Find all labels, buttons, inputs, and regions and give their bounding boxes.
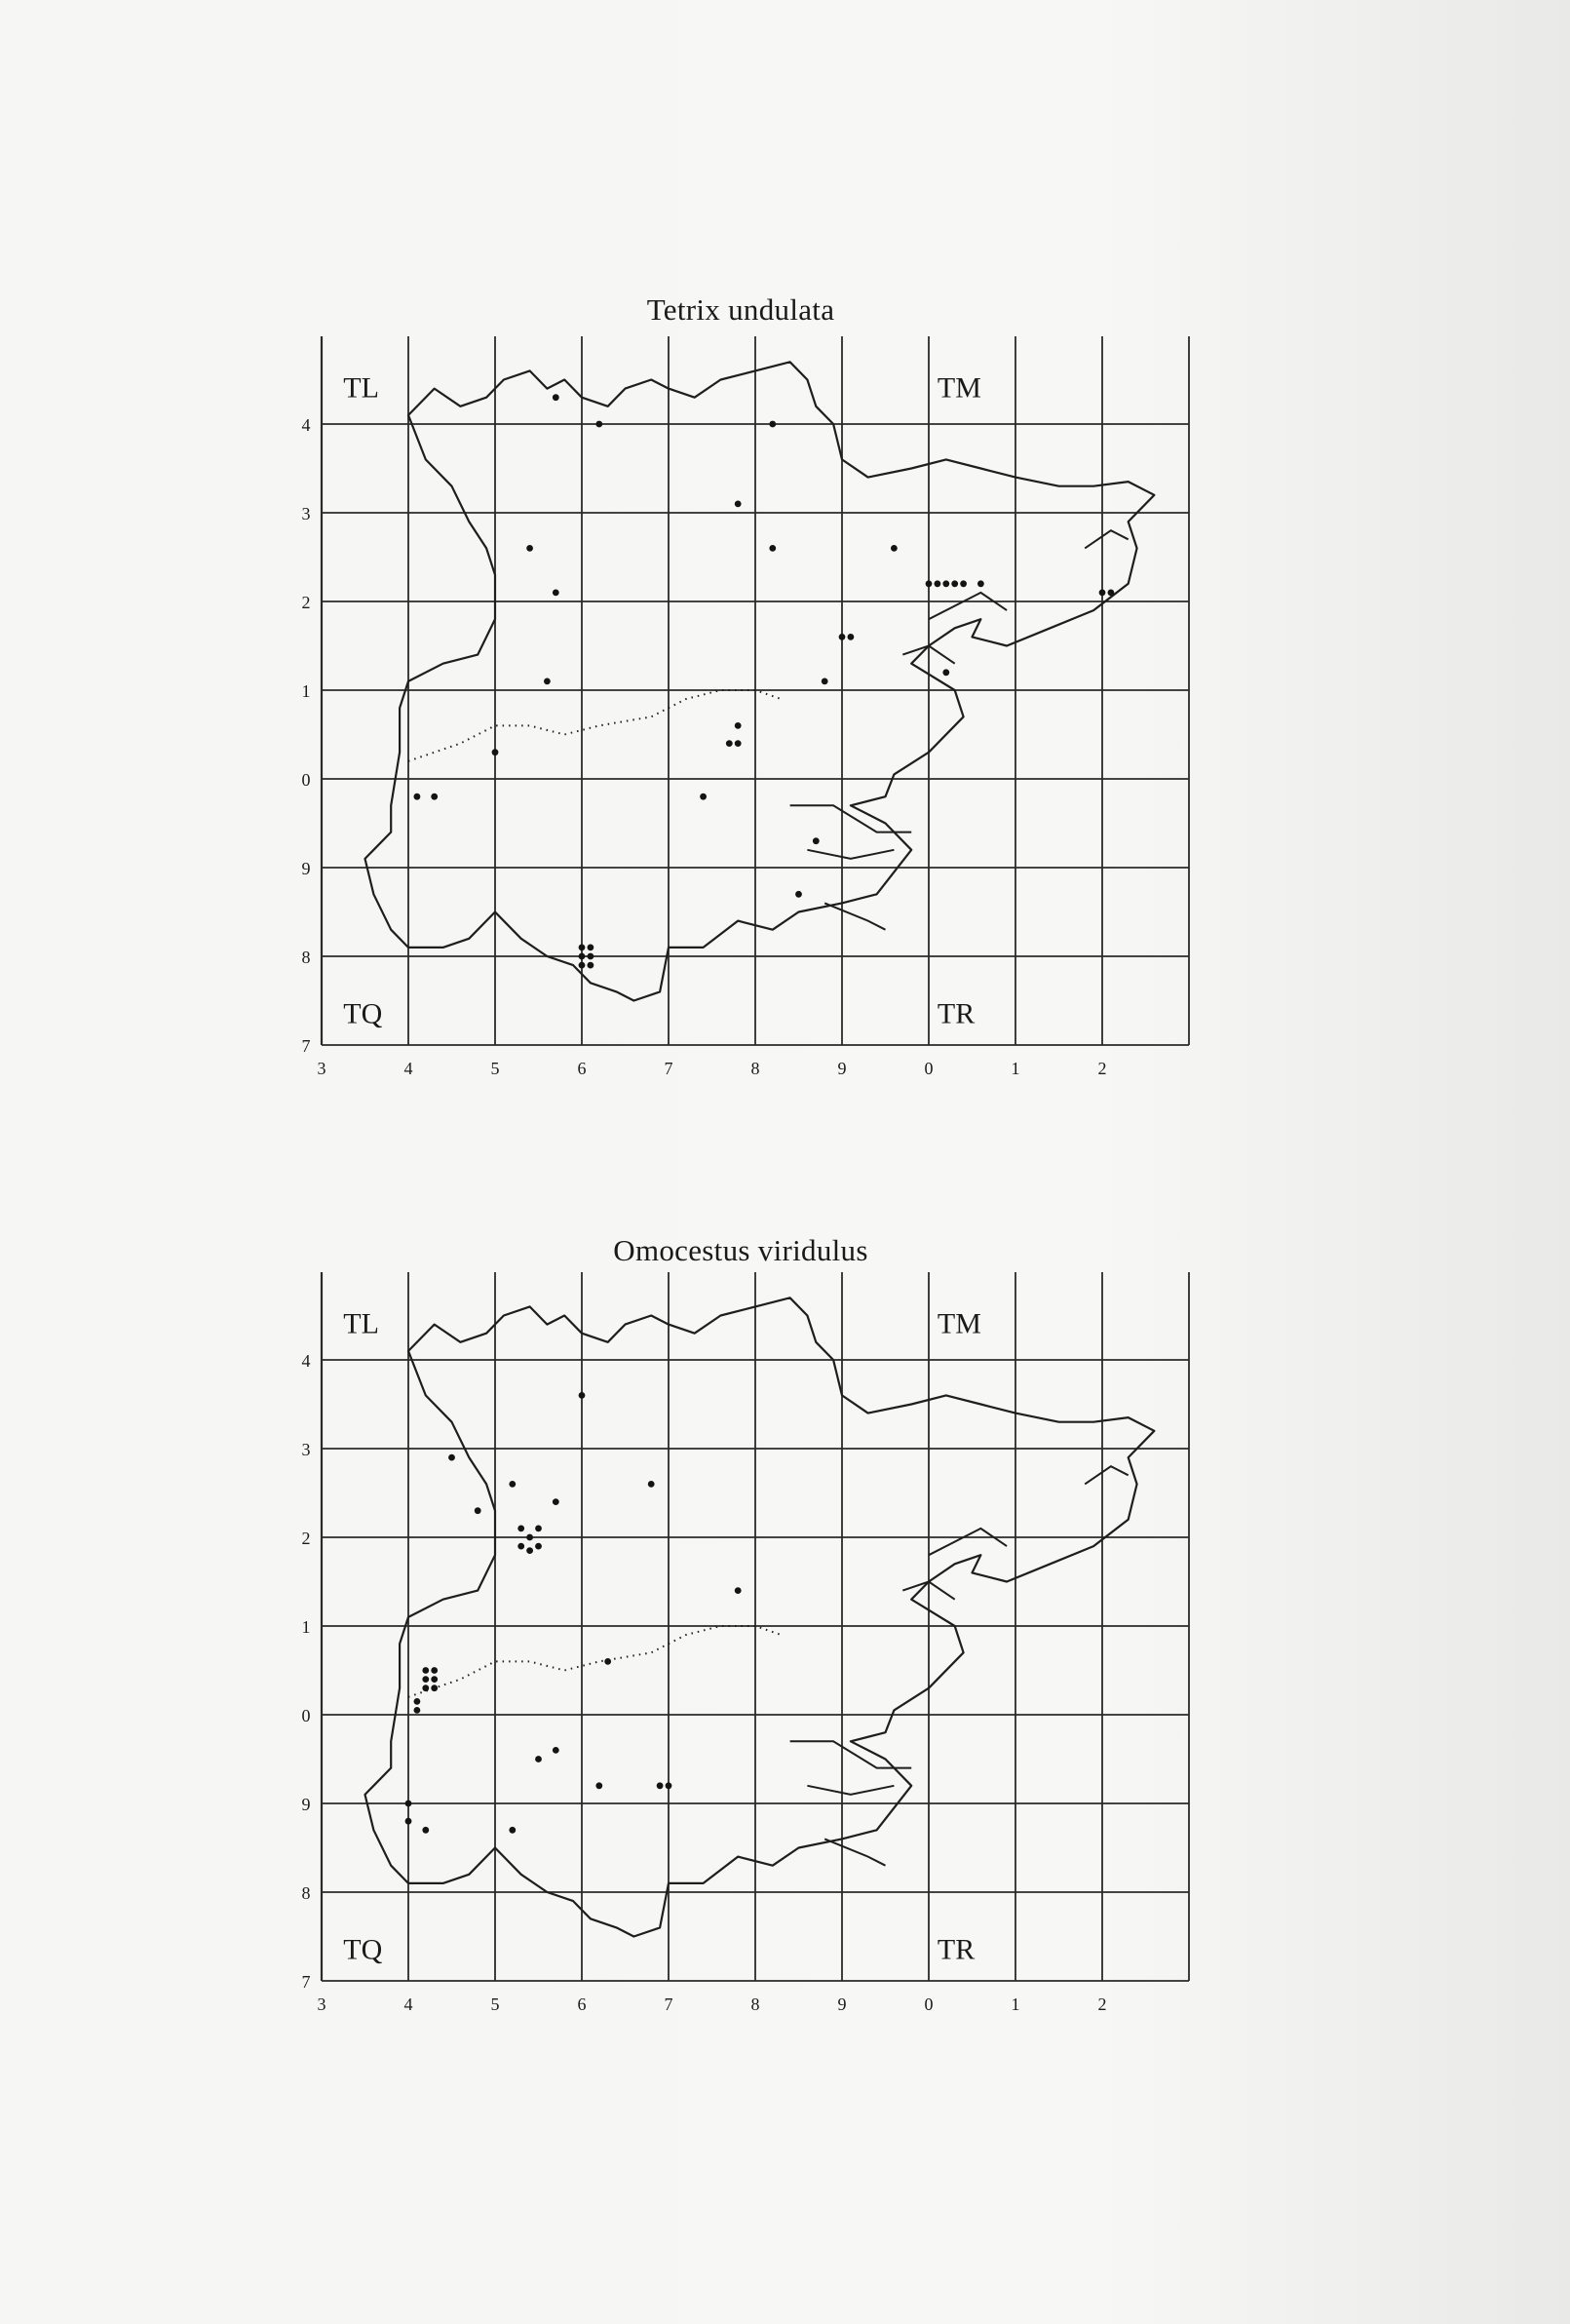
- estuary-line: [1085, 530, 1129, 548]
- record-dot: [526, 1547, 533, 1554]
- record-dot: [448, 1454, 455, 1461]
- record-dot: [588, 962, 594, 969]
- record-dot: [405, 1801, 412, 1807]
- record-dot: [839, 634, 846, 640]
- record-dot: [977, 580, 984, 587]
- dotted-boundary: [408, 690, 782, 761]
- grid-square-label-tr: TR: [937, 1933, 976, 1966]
- record-dot: [553, 590, 559, 597]
- record-dot: [595, 1782, 602, 1789]
- northing-label: 2: [301, 1529, 311, 1548]
- record-dot: [942, 669, 949, 676]
- easting-label: 4: [403, 1059, 413, 1078]
- distribution-map-tetrix: [283, 292, 1199, 1102]
- estuary-line: [929, 593, 1007, 619]
- northing-labels: [302, 1351, 311, 1992]
- northing-label: 3: [301, 1440, 311, 1459]
- northing-label: 0: [301, 770, 311, 790]
- northing-label: 2: [301, 593, 311, 612]
- dotted-boundary: [408, 1626, 782, 1697]
- record-dot: [431, 794, 438, 800]
- record-dot: [848, 634, 855, 640]
- record-dot: [414, 1698, 421, 1705]
- easting-labels: [318, 1995, 1107, 2014]
- map-canvas: [283, 336, 1199, 1106]
- record-dot: [595, 421, 602, 428]
- grid-square-label-tr: TR: [937, 997, 976, 1030]
- grid-square-label-tl: TL: [343, 1307, 379, 1340]
- county-coastline: [365, 362, 1155, 1000]
- record-dot: [517, 1526, 524, 1532]
- grid-square-label-tl: TL: [343, 371, 379, 405]
- record-dot: [431, 1667, 438, 1674]
- easting-label: 6: [577, 1995, 587, 2014]
- record-dot: [813, 837, 820, 844]
- record-dot: [700, 794, 707, 800]
- record-dot: [414, 794, 421, 800]
- distribution-map-omocestus: [283, 1233, 1199, 2042]
- easting-labels: [318, 1059, 1107, 1078]
- map-title: Omocestus viridulus: [613, 1233, 868, 1267]
- record-dot: [553, 1747, 559, 1754]
- easting-label: 5: [490, 1059, 500, 1078]
- easting-label: 9: [837, 1059, 847, 1078]
- record-dot: [517, 1543, 524, 1550]
- northing-label: 0: [301, 1706, 311, 1725]
- northing-label: 3: [301, 504, 311, 523]
- easting-label: 3: [317, 1995, 326, 2014]
- grid-square-label-tm: TM: [937, 1307, 981, 1340]
- record-dot: [431, 1676, 438, 1683]
- record-dot: [735, 740, 742, 747]
- record-dot: [431, 1685, 438, 1691]
- record-dot: [535, 1526, 542, 1532]
- record-dot: [657, 1782, 664, 1789]
- estuary-line: [824, 903, 885, 929]
- northing-labels: [302, 415, 311, 1056]
- northing-label: 7: [301, 1972, 311, 1992]
- record-dot: [926, 580, 933, 587]
- record-dot: [535, 1756, 542, 1762]
- record-dots: [405, 1392, 742, 1834]
- estuary-line: [929, 1529, 1007, 1555]
- northing-label: 4: [301, 415, 311, 435]
- record-dot: [579, 953, 586, 960]
- easting-label: 2: [1097, 1995, 1107, 2014]
- record-dot: [526, 1534, 533, 1541]
- record-dot: [553, 394, 559, 401]
- record-dot: [509, 1827, 516, 1834]
- easting-label: 0: [924, 1059, 934, 1078]
- northing-label: 8: [301, 1883, 311, 1903]
- easting-label: 9: [837, 1995, 847, 2014]
- easting-label: 7: [664, 1995, 673, 2014]
- easting-label: 6: [577, 1059, 587, 1078]
- record-dot: [951, 580, 958, 587]
- record-dot: [604, 1658, 611, 1665]
- record-dot: [422, 1827, 429, 1834]
- easting-label: 0: [924, 1995, 934, 2014]
- record-dot: [588, 953, 594, 960]
- record-dot: [960, 580, 967, 587]
- estuary-line: [807, 850, 894, 859]
- record-dot: [544, 678, 551, 685]
- record-dot: [579, 945, 586, 951]
- record-dot: [422, 1676, 429, 1683]
- record-dot: [475, 1507, 481, 1514]
- northing-label: 1: [301, 681, 311, 701]
- record-dot: [942, 580, 949, 587]
- easting-label: 1: [1011, 1995, 1020, 2014]
- record-dot: [1108, 590, 1115, 597]
- easting-label: 8: [750, 1059, 760, 1078]
- record-dot: [535, 1543, 542, 1550]
- easting-label: 4: [403, 1995, 413, 2014]
- record-dot: [769, 421, 776, 428]
- record-dots: [414, 394, 1115, 968]
- easting-label: 2: [1097, 1059, 1107, 1078]
- record-dot: [414, 1707, 421, 1714]
- northing-label: 1: [301, 1617, 311, 1637]
- estuary-line: [824, 1839, 885, 1865]
- northing-label: 9: [301, 859, 311, 878]
- grid-square-label-tq: TQ: [343, 997, 383, 1030]
- easting-label: 1: [1011, 1059, 1020, 1078]
- estuary-line: [790, 805, 912, 832]
- easting-label: 5: [490, 1995, 500, 2014]
- easting-label: 3: [317, 1059, 326, 1078]
- estuaries: [790, 530, 1129, 930]
- northing-label: 7: [301, 1036, 311, 1056]
- grid-square-label-tm: TM: [937, 371, 981, 405]
- record-dot: [579, 1392, 586, 1399]
- record-dot: [735, 722, 742, 729]
- record-dot: [588, 945, 594, 951]
- county-coastline: [365, 1298, 1155, 1936]
- record-dot: [509, 1481, 516, 1488]
- record-dot: [735, 1587, 742, 1594]
- record-dot: [666, 1782, 672, 1789]
- record-dot: [726, 740, 733, 747]
- record-dot: [553, 1498, 559, 1505]
- northing-label: 4: [301, 1351, 311, 1371]
- easting-label: 7: [664, 1059, 673, 1078]
- record-dot: [579, 962, 586, 969]
- record-dot: [648, 1481, 655, 1488]
- record-dot: [422, 1685, 429, 1691]
- record-dot: [769, 545, 776, 552]
- record-dot: [526, 545, 533, 552]
- northing-label: 8: [301, 948, 311, 967]
- record-dot: [405, 1818, 412, 1825]
- map-canvas: [283, 1272, 1199, 2042]
- record-dot: [735, 501, 742, 508]
- grid-square-label-tq: TQ: [343, 1933, 383, 1966]
- record-dot: [492, 749, 499, 755]
- estuary-line: [790, 1741, 912, 1767]
- estuaries: [790, 1466, 1129, 1866]
- record-dot: [1099, 590, 1106, 597]
- northing-label: 9: [301, 1795, 311, 1814]
- map-title: Tetrix undulata: [646, 292, 835, 327]
- estuary-line: [807, 1786, 894, 1795]
- estuary-line: [1085, 1466, 1129, 1484]
- record-dot: [891, 545, 898, 552]
- easting-label: 8: [750, 1995, 760, 2014]
- record-dot: [422, 1667, 429, 1674]
- record-dot: [822, 678, 828, 685]
- record-dot: [935, 580, 941, 587]
- record-dot: [795, 891, 802, 898]
